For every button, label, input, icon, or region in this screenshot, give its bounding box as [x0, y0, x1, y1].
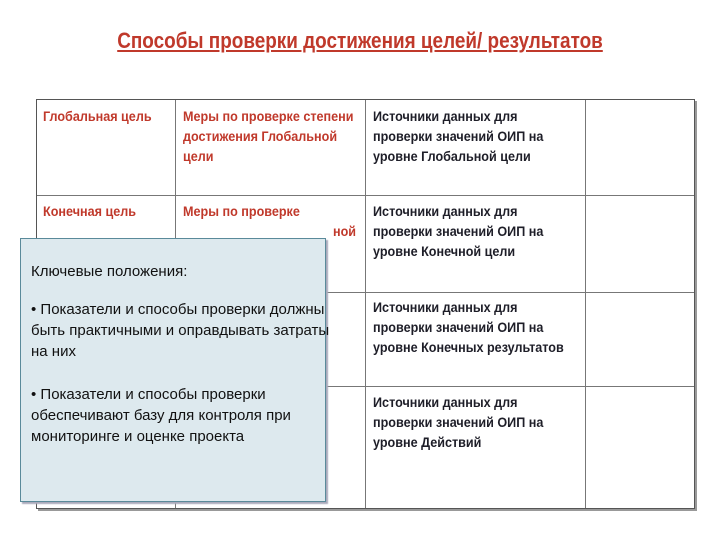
row-global-goal-label: Глобальная цель: [43, 108, 152, 124]
row-final-goal-sources: Источники данных для проверки значений ОИП на уровне Конечной цели: [373, 203, 544, 259]
row-results-sources: Источники данных для проверки значений ОИП на уровне Конечных результатов: [373, 299, 564, 355]
row-final-goal-label: Конечная цель: [43, 203, 136, 219]
callout-point-basis: • Показатели и способы проверки обеспечивают базу для контроля при мониторинге и оценке проекта: [31, 386, 291, 445]
callout-heading: Ключевые положения:: [31, 263, 188, 280]
row-global-goal-sources: Источники данных для проверки значений ОИП на уровне Глобальной цели: [373, 108, 544, 164]
callout-point-practical: • Показатели и способы проверки должны быть практичными и оправдывать затраты на них: [31, 301, 330, 360]
row-final-goal-measures-tail: ной: [333, 223, 357, 239]
row-divider: [37, 195, 694, 196]
row-activities-sources: Источники данных для проверки значений ОИП на уровне Действий: [373, 394, 544, 450]
row-global-goal-measures: Меры по проверке степени достижения Глобальной цели: [183, 108, 354, 164]
page-title: Способы проверки достижения целей/ результатов: [117, 28, 603, 53]
column-divider: [585, 100, 586, 508]
key-points-callout: [20, 238, 330, 502]
row-final-goal-measures: Меры по проверке: [183, 203, 300, 219]
column-divider: [365, 100, 366, 508]
